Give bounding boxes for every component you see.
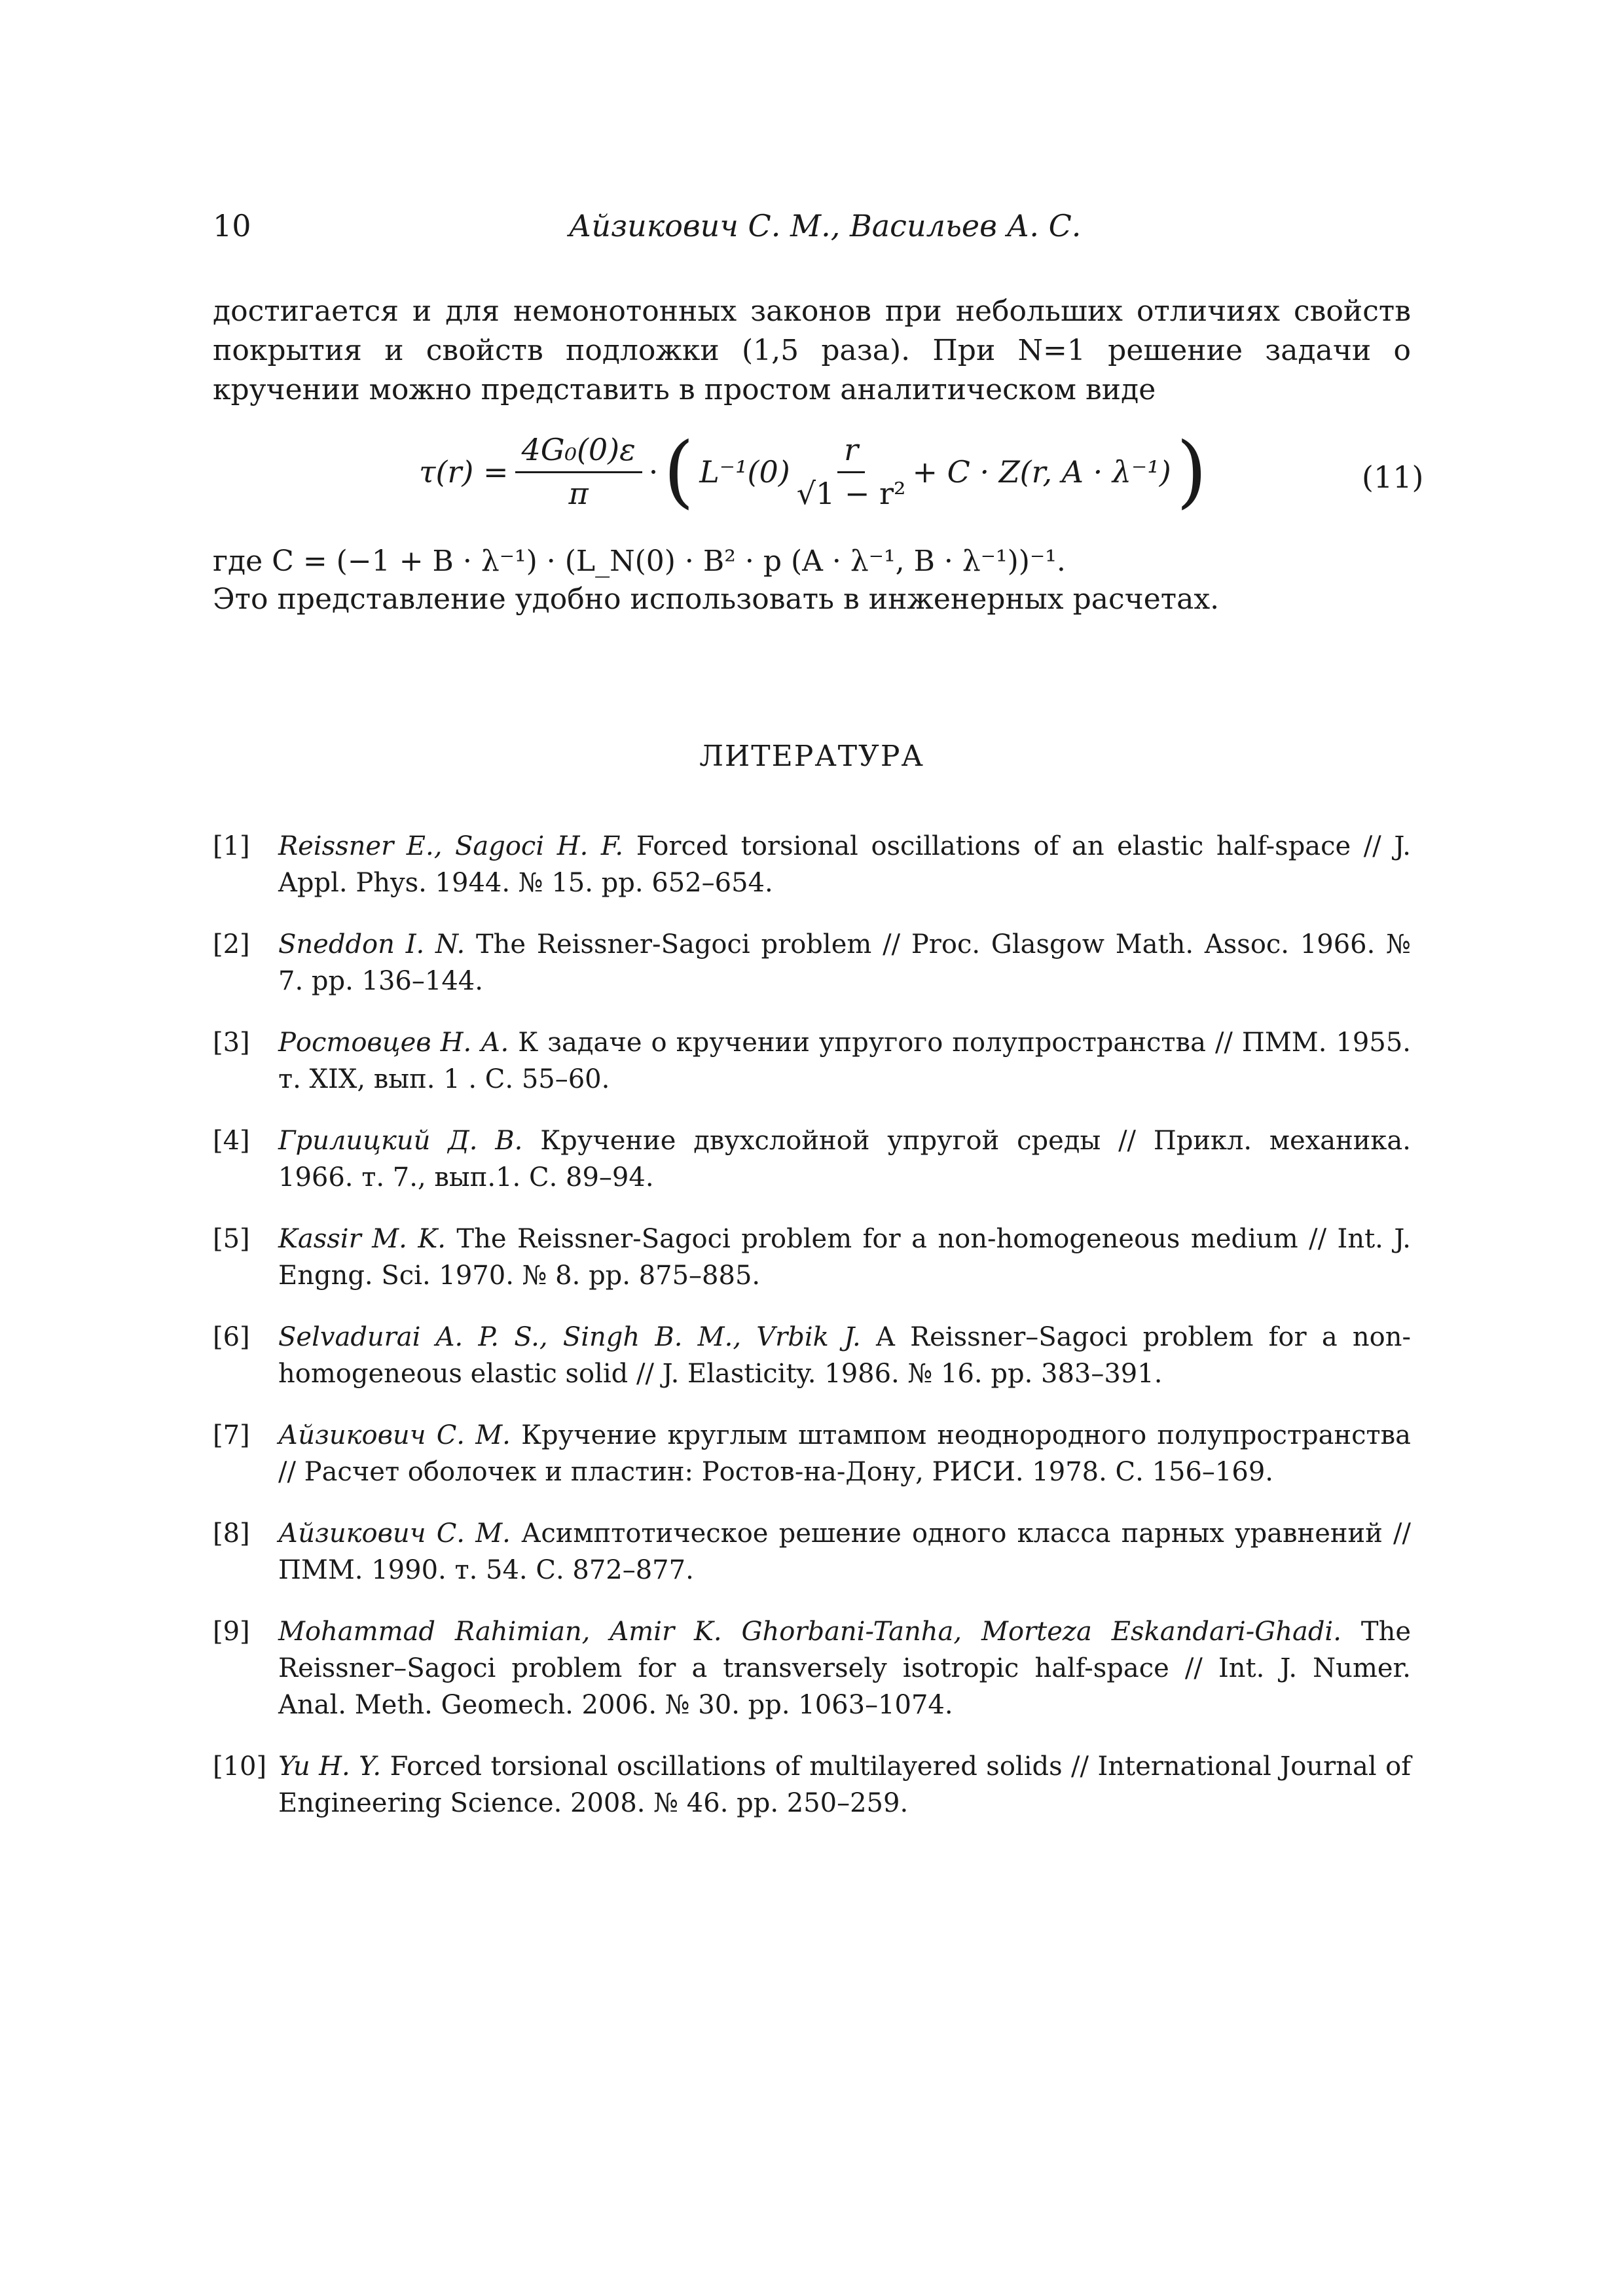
reference-number: [3] [213, 1028, 250, 1058]
formula-frac1-num: 4G₀(0)ε [515, 432, 642, 473]
references-list [213, 828, 1411, 1846]
reference-authors: Reissner E., Sagoci H. F. [278, 831, 624, 861]
left-paren: ( [663, 425, 695, 517]
reference-item [213, 1748, 1411, 1821]
reference-number: [1] [213, 831, 250, 861]
body-paragraph-2: Это представление удобно использовать в инженерных расчетах. [213, 583, 1220, 616]
formula-frac2-num: r [837, 432, 865, 473]
body-paragraph: достигается и для немонотонных законов при небольших отличиях свойств покрытия и свойств подложки (1,5 раза). При N=1 решение задачи о кручении можно представить в простом аналитическом виде [213, 295, 1411, 406]
reference-item [213, 1221, 1411, 1294]
reference-text: Forced torsional oscillations of an elastic half-space // J. Appl. Phys. 1944. № 15. pp. 652–654. [278, 831, 1411, 898]
reference-authors: Грилицкий Д. В. [278, 1126, 523, 1156]
reference-text: Асимптотическое решение одного класса парных уравнений // ПММ. 1990. т. 54. С. 872–877. [278, 1518, 1411, 1585]
formula-frac2-den: √1 − r² [796, 476, 906, 511]
reference-number: [10] [213, 1751, 267, 1782]
reference-number: [6] [213, 1322, 250, 1352]
references-heading: ЛИТЕРАТУРА [699, 740, 924, 773]
reference-number: [5] [213, 1224, 250, 1254]
formula-frac1-den: π [568, 476, 589, 511]
reference-authors: Sneddon I. N. [278, 929, 465, 960]
reference-number: [4] [213, 1126, 250, 1156]
reference-authors: Айзикович С. М. [278, 1420, 511, 1450]
reference-item [213, 1319, 1411, 1392]
running-head: Айзикович С. М., Васильев А. С. [568, 208, 1082, 243]
reference-text: The Reissner-Sagoci problem for a non-homogeneous medium // Int. J. Engng. Sci. 1970. № 8. pp. 875–885. [278, 1224, 1411, 1291]
reference-text: A Reissner–Sagoci problem for a non-homogeneous elastic solid // J. Elasticity. 1986. № 16. pp. 383–391. [278, 1322, 1411, 1389]
reference-item [213, 828, 1411, 901]
reference-text: Forced torsional oscillations of multilayered solids // International Journal of Engineering Science. 2008. № 46. pp. 250–259. [278, 1751, 1411, 1818]
reference-item [213, 1515, 1411, 1588]
reference-item [213, 1613, 1411, 1723]
reference-authors: Yu H. Y. [278, 1751, 382, 1782]
reference-item [213, 1024, 1411, 1098]
equation-11 [419, 425, 1213, 517]
reference-authors: Айзикович С. М. [278, 1518, 511, 1549]
formula-fraction-2 [797, 432, 906, 511]
reference-number: [8] [213, 1518, 250, 1549]
reference-authors: Mohammad Rahimian, Amir K. Ghorbani-Tanha, Morteza Eskandari-Ghadi. [278, 1617, 1341, 1647]
formula-inner2: + C · Z(r, A · λ⁻¹) [912, 454, 1171, 490]
page-number: 10 [213, 208, 251, 243]
formula-dot: · [648, 454, 659, 490]
right-paren: ) [1176, 425, 1207, 517]
reference-item [213, 926, 1411, 999]
reference-text: К задаче о кручении упругого полупространства // ПММ. 1955. т. XIX, вып. 1 . С. 55–60. [278, 1028, 1411, 1094]
reference-number: [9] [213, 1617, 250, 1647]
reference-item [213, 1122, 1411, 1196]
reference-text: Кручение круглым штампом неоднородного полупространства // Расчет оболочек и пластин: Ростов-на-Дону, РИСИ. 1978. С. 156–169. [278, 1420, 1412, 1487]
reference-number: [2] [213, 929, 250, 960]
reference-number: [7] [213, 1420, 250, 1450]
reference-authors: Ростовцев Н. А. [278, 1028, 509, 1058]
reference-text: The Reissner–Sagoci problem for a transversely isotropic half-space // Int. J. Numer. Anal. Meth. Geomech. 2006. № 30. pp. 1063–1074. [278, 1617, 1412, 1720]
reference-authors: Selvadurai A. P. S., Singh B. M., Vrbik J. [278, 1322, 861, 1352]
formula-inner1: L⁻¹(0) [699, 454, 790, 490]
formula-lhs: τ(r) = [419, 454, 509, 490]
equation-number: (11) [1362, 459, 1424, 495]
reference-text: The Reissner-Sagoci problem // Proc. Glasgow Math. Assoc. 1966. № 7. pp. 136–144. [278, 929, 1411, 996]
reference-item [213, 1417, 1411, 1490]
where-line: где C = (−1 + B · λ⁻¹) · (L_N(0) · B² · p (A · λ⁻¹, B · λ⁻¹))⁻¹. [213, 545, 1066, 578]
reference-authors: Kassir M. K. [278, 1224, 446, 1254]
formula-fraction-1 [515, 432, 642, 511]
reference-text: Кручение двухслойной упругой среды // Прикл. механика. 1966. т. 7., вып.1. С. 89–94. [278, 1126, 1411, 1193]
